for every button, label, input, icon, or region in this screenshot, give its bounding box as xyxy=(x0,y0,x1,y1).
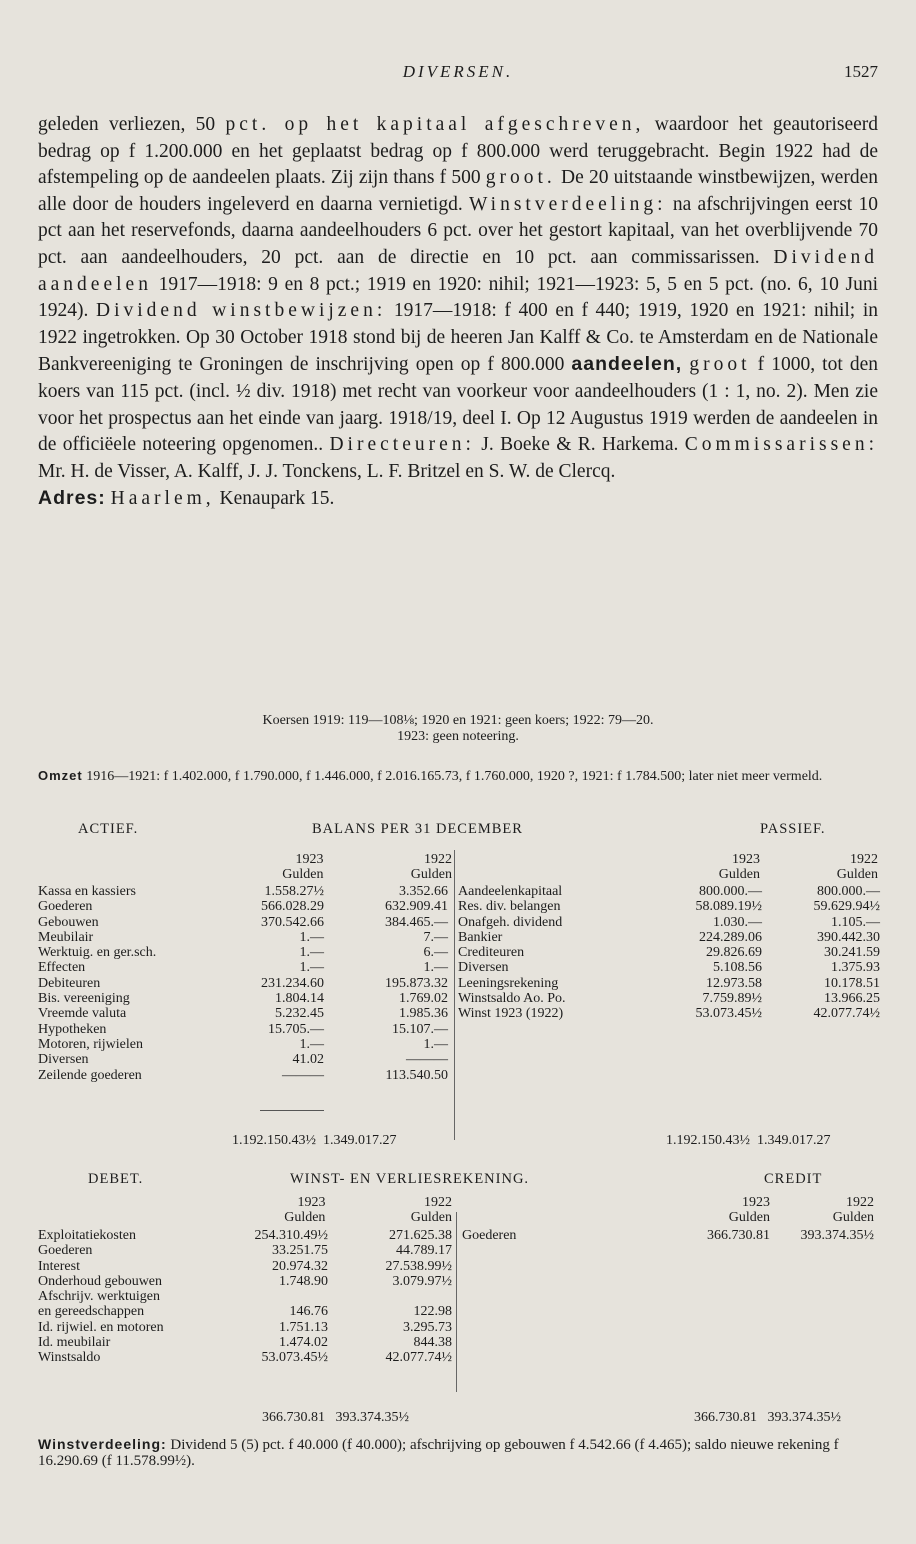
unit-label: Gulden xyxy=(410,1210,452,1226)
row-value: 393.374.35½ xyxy=(800,1228,874,1243)
row-value: 195.873.32 xyxy=(385,975,448,991)
text-run: Mr. H. de Visser, A. Kalff, J. J. Tonckens, L. F. Britzel en S. W. de Clercq. xyxy=(38,460,616,482)
unit-label: Gulden xyxy=(282,867,324,883)
table-row xyxy=(458,899,880,914)
row-value: 844.38 xyxy=(413,1335,452,1351)
total-value: 366.730.81 xyxy=(262,1410,325,1425)
table-row xyxy=(38,1006,448,1021)
row-value: 5.108.56 xyxy=(713,960,762,976)
row-value: 5.232.45 xyxy=(275,1006,324,1022)
row-label: Zeilende goederen xyxy=(38,1067,142,1083)
row-label: Onafgeh. dividend xyxy=(458,914,563,930)
row-value: 1.804.14 xyxy=(275,991,324,1007)
unit-label: Gulden xyxy=(410,867,452,883)
row-label: en gereedschappen xyxy=(38,1304,145,1320)
row-value: 1.474.02 xyxy=(279,1335,328,1351)
spaced-text: Directeuren: xyxy=(329,434,475,456)
table-row xyxy=(458,991,880,1006)
row-value: 1.751.13 xyxy=(279,1319,328,1335)
row-value: 7.759.89½ xyxy=(702,991,762,1007)
balans-title: BALANS PER 31 DECEMBER xyxy=(312,821,523,837)
row-value: ——— xyxy=(406,1052,448,1068)
row-value: 3.295.73 xyxy=(403,1319,452,1335)
table-row xyxy=(38,945,448,960)
spaced-text: Commissarissen: xyxy=(684,434,878,456)
row-value: 224.289.06 xyxy=(699,929,762,945)
row-label: Meubilair xyxy=(38,929,94,945)
koersen-line: Koersen 1919: 119—108⅛; 1920 en 1921: geen koers; 1922: 79—20. xyxy=(262,713,654,728)
actief-table xyxy=(38,884,448,1083)
table-row xyxy=(458,945,880,960)
row-value: 1.558.27½ xyxy=(264,884,324,899)
row-value: 1.030.— xyxy=(713,914,762,930)
row-value: 1.— xyxy=(299,945,324,961)
row-value: 12.973.58 xyxy=(706,975,762,991)
row-value: 44.789.17 xyxy=(396,1243,452,1259)
row-value: 42.077.74½ xyxy=(813,1006,880,1022)
table-row xyxy=(38,1052,448,1067)
text-run: De 20 uitstaande winstbewijzen, werden alle door de houders ingeleverd en daarna vernietigd. xyxy=(38,167,878,215)
row-value: 122.98 xyxy=(413,1304,452,1320)
actief-title: ACTIEF. xyxy=(78,821,139,837)
row-value: 10.178.51 xyxy=(824,975,880,991)
table-row xyxy=(38,884,448,899)
balans-left-year-header xyxy=(244,852,452,883)
row-value: 53.073.45½ xyxy=(261,1350,328,1366)
section-title: DIVERSEN. xyxy=(402,62,514,81)
row-label: Bis. vereeniging xyxy=(38,991,130,1007)
table-row xyxy=(38,1320,452,1335)
row-label: Winst 1923 (1922) xyxy=(458,1006,564,1022)
row-label: Diversen xyxy=(38,1052,89,1068)
text-run: waardoor het geautoriseerd bedrag op f 1.200.000 en het geplaatst bedrag op f 800.000 werd teruggebracht. Begin 1922 had de afstempeling op de aandeelen plaats. Zij zijn thans f 500 xyxy=(38,114,878,189)
omzet-label: Omzet xyxy=(38,768,83,783)
row-label: Onderhoud gebouwen xyxy=(38,1273,163,1289)
row-value: 30.241.59 xyxy=(824,945,880,961)
row-label: Goederen xyxy=(38,1243,93,1259)
winst-left-year-header xyxy=(254,1195,452,1226)
row-label: Crediteuren xyxy=(458,945,525,961)
unit-label: Gulden xyxy=(832,1210,874,1226)
unit-label: Gulden xyxy=(836,867,878,883)
row-value: 53.073.45½ xyxy=(695,1006,762,1022)
table-row xyxy=(38,899,448,914)
row-value: 1.— xyxy=(299,960,324,976)
row-label: Res. div. belangen xyxy=(458,899,561,915)
spaced-text: Winstverdeeling: xyxy=(469,193,667,215)
row-value xyxy=(254,1289,328,1304)
row-label: Goederen xyxy=(38,899,93,915)
table-row xyxy=(458,930,880,945)
passief-table xyxy=(458,884,880,1022)
row-label: Kassa en kassiers xyxy=(38,884,136,899)
table-row xyxy=(38,1335,452,1350)
row-value: 1.748.90 xyxy=(279,1273,328,1289)
row-label: Afschrijv. werktuigen xyxy=(38,1289,160,1305)
balans-left-totals xyxy=(232,1133,397,1149)
address-city: Haarlem, xyxy=(110,488,215,510)
row-value: 632.909.41 xyxy=(385,899,448,915)
spaced-text: Dividend winstbewijzen: xyxy=(96,300,387,322)
table-row xyxy=(38,1289,452,1304)
row-value: 146.76 xyxy=(289,1304,328,1320)
year-label: 1923 xyxy=(732,852,760,867)
row-value: 27.538.99½ xyxy=(385,1258,452,1274)
row-value: 1.— xyxy=(299,929,324,945)
passief-title: PASSIEF. xyxy=(760,821,826,837)
table-row xyxy=(38,930,448,945)
row-label: Gebouwen xyxy=(38,914,99,930)
row-label: Interest xyxy=(38,1258,80,1274)
table-row xyxy=(38,976,448,991)
credit-title: CREDIT xyxy=(764,1171,823,1187)
total-value: 1.192.150.43½ xyxy=(666,1133,750,1148)
paragraph xyxy=(38,112,878,485)
total-value: 1.349.017.27 xyxy=(757,1133,831,1148)
text-run: na afschrijvingen eerst 10 pct aan het reservefonds, daarna aandeelhouders 6 pct. over het gestort kapitaal, van het overblijvende 70 pct. aan aandeelhouders, 20 pct. aan de directie en 10 pct. aan commissarissen. xyxy=(38,193,879,268)
year-label: 1923 xyxy=(297,1195,326,1210)
row-value: 3.079.97½ xyxy=(392,1273,452,1289)
row-value: 254.310.49½ xyxy=(254,1228,328,1243)
address-line xyxy=(38,485,878,513)
row-value: 29.826.69 xyxy=(706,945,762,961)
footer-text: Dividend 5 (5) pct. f 40.000 (f 40.000); afschrijving op gebouwen f 4.542.66 (f 4.465); saldo nieuwe rekening f 16.290.69 (f 11.578.99½). xyxy=(38,1437,839,1469)
table-row xyxy=(38,1259,452,1274)
table-row xyxy=(458,1006,880,1021)
text-run: f 1000, tot den koers van 115 pct. (incl. ½ div. 1918) met recht van voorkeur voor aandeelhouders (1 : 1, no. 2). Men zie voor het prospectus aan het einde van jaarg. 1918/19, deel I. Op 12 Augustus 1919 werden de aandeelen in de officiëele noteering opgenomen.. xyxy=(38,354,879,456)
spaced-text: Dividend aandeelen xyxy=(38,246,878,295)
row-label: Winstsaldo Ao. Po. xyxy=(458,991,566,1007)
row-label: Vreemde valuta xyxy=(38,1006,127,1022)
footer-note xyxy=(38,1436,878,1469)
row-value: ——— xyxy=(282,1067,324,1083)
year-label: 1922 xyxy=(846,1195,874,1210)
row-label: Werktuig. en ger.sch. xyxy=(38,945,157,961)
footer-label: Winstverdeeling: xyxy=(38,1436,167,1452)
row-value: 370.542.66 xyxy=(261,914,324,930)
winst-title: WINST- EN VERLIESREKENING. xyxy=(290,1171,530,1187)
total-value: 366.730.81 xyxy=(694,1410,757,1425)
total-value: 1.349.017.27 xyxy=(323,1133,397,1148)
table-row xyxy=(38,1022,448,1037)
spaced-text: groot. xyxy=(485,167,556,189)
row-label: Debiteuren xyxy=(38,975,101,991)
row-label: Motoren, rijwielen xyxy=(38,1036,143,1052)
column-divider xyxy=(456,1212,457,1392)
table-row xyxy=(38,1037,448,1052)
row-value xyxy=(328,1289,452,1304)
rule xyxy=(260,1110,324,1111)
row-value: 1.— xyxy=(299,1036,324,1052)
row-value: 113.540.50 xyxy=(385,1067,448,1083)
row-label: Exploitatiekosten xyxy=(38,1228,136,1243)
table-row xyxy=(458,976,880,991)
row-value: 800.000.— xyxy=(699,884,762,899)
balans-right-year-header xyxy=(660,852,878,883)
total-value: 393.374.35½ xyxy=(335,1410,409,1425)
year-label: 1922 xyxy=(850,852,878,867)
year-label: 1923 xyxy=(742,1195,770,1210)
table-row xyxy=(38,1068,448,1083)
row-value: 1.985.36 xyxy=(399,1006,448,1022)
table-row xyxy=(38,1350,452,1365)
row-value: 271.625.38 xyxy=(389,1228,452,1243)
row-value: 20.974.32 xyxy=(272,1258,328,1274)
row-label: Winstsaldo xyxy=(38,1350,101,1366)
unit-label: Gulden xyxy=(718,867,760,883)
koersen-block xyxy=(38,713,878,745)
row-value: 15.705.— xyxy=(268,1021,324,1037)
row-label: Bankier xyxy=(458,929,503,945)
bold-text: aandeelen, xyxy=(571,353,683,376)
table-row xyxy=(38,915,448,930)
table-row xyxy=(458,884,880,899)
spaced-text: pct. op het kapitaal afgeschreven, xyxy=(225,114,645,135)
row-value: 41.02 xyxy=(292,1052,324,1068)
spaced-text: groot xyxy=(689,354,751,376)
row-value: 3.352.66 xyxy=(399,884,448,899)
row-value: 6.— xyxy=(423,945,448,961)
row-value: 1.— xyxy=(423,960,448,976)
row-value: 42.077.74½ xyxy=(385,1350,452,1366)
row-value: 7.— xyxy=(423,929,448,945)
body-text xyxy=(38,112,878,513)
row-value: 384.465.— xyxy=(385,914,448,930)
row-value: 566.028.29 xyxy=(261,899,324,915)
winst-left-totals xyxy=(262,1410,409,1426)
table-row xyxy=(38,960,448,975)
unit-label: Gulden xyxy=(284,1210,326,1226)
credit-table xyxy=(462,1228,874,1243)
row-value: 33.251.75 xyxy=(272,1243,328,1259)
row-value: 1.769.02 xyxy=(399,991,448,1007)
winst-right-totals xyxy=(694,1410,841,1426)
row-value: 59.629.94½ xyxy=(813,899,880,915)
table-row xyxy=(38,1304,452,1319)
page-header xyxy=(38,62,878,88)
text-run: 1917—1918: f 400 en f 440; 1919, 1920 en 1921: nihil; in 1922 ingetrokken. Op 30 October 1918 stond bij de heeren Jan Kalff & Co. te Amsterdam en de Nationale Bankvereeniging te Groningen de inschrijving open op f 800.000 xyxy=(38,300,879,376)
year-label: 1922 xyxy=(424,852,452,867)
text-run: 1917—1918: 9 en 8 pct.; 1919 en 1920: nihil; 1921—1923: 5, 5 en 5 pct. (no. 6, 10 Juni 1924). xyxy=(38,273,878,322)
unit-label: Gulden xyxy=(728,1210,770,1226)
page-number: 1527 xyxy=(844,62,878,81)
row-label: Leeningsrekening xyxy=(458,975,559,991)
row-label: Id. rijwiel. en motoren xyxy=(38,1319,164,1335)
total-value: 393.374.35½ xyxy=(767,1410,841,1425)
row-value: 13.966.25 xyxy=(824,991,880,1007)
row-value: 1.105.— xyxy=(831,914,880,930)
row-value: 366.730.81 xyxy=(707,1228,770,1243)
omzet-block xyxy=(38,768,878,785)
row-label: Goederen xyxy=(462,1228,517,1243)
row-value: 15.107.— xyxy=(392,1021,448,1037)
table-row xyxy=(458,915,880,930)
row-value: 58.089.19½ xyxy=(695,899,762,915)
table-row xyxy=(458,960,880,975)
table-row xyxy=(38,1243,452,1258)
year-label: 1922 xyxy=(424,1195,452,1210)
table-row xyxy=(38,1228,452,1243)
address-street: Kenaupark 15. xyxy=(214,488,335,510)
row-value: 800.000.— xyxy=(817,884,880,899)
text-run: J. Boeke & R. Harkema. xyxy=(474,434,685,456)
row-value: 1.— xyxy=(423,1036,448,1052)
text-run: geleden verliezen, 50 xyxy=(38,114,226,135)
row-value: 390.442.30 xyxy=(817,929,880,945)
debet-table xyxy=(38,1228,452,1366)
row-label: Diversen xyxy=(458,960,509,976)
total-value: 1.192.150.43½ xyxy=(232,1133,316,1148)
table-row xyxy=(462,1228,874,1243)
address-label: Adres: xyxy=(38,487,106,510)
koersen-line-2: 1923: geen noteering. xyxy=(397,729,519,744)
year-label: 1923 xyxy=(295,852,324,867)
row-label: Effecten xyxy=(38,960,86,976)
row-label: Id. meubilair xyxy=(38,1335,111,1351)
debet-title: DEBET. xyxy=(88,1171,144,1187)
winst-right-year-header xyxy=(670,1195,874,1226)
balans-right-totals xyxy=(666,1133,831,1149)
column-divider xyxy=(454,850,455,1140)
row-value: 1.375.93 xyxy=(831,960,880,976)
row-value: 231.234.60 xyxy=(261,975,324,991)
table-row xyxy=(38,1274,452,1289)
row-label: Hypotheken xyxy=(38,1021,107,1037)
table-row xyxy=(38,991,448,1006)
row-label: Aandeelenkapitaal xyxy=(458,884,563,899)
omzet-text: 1916—1921: f 1.402.000, f 1.790.000, f 1.446.000, f 2.016.165.73, f 1.760.000, 1920 ?, 1921: f 1.784.500; later niet meer vermeld. xyxy=(82,769,823,784)
